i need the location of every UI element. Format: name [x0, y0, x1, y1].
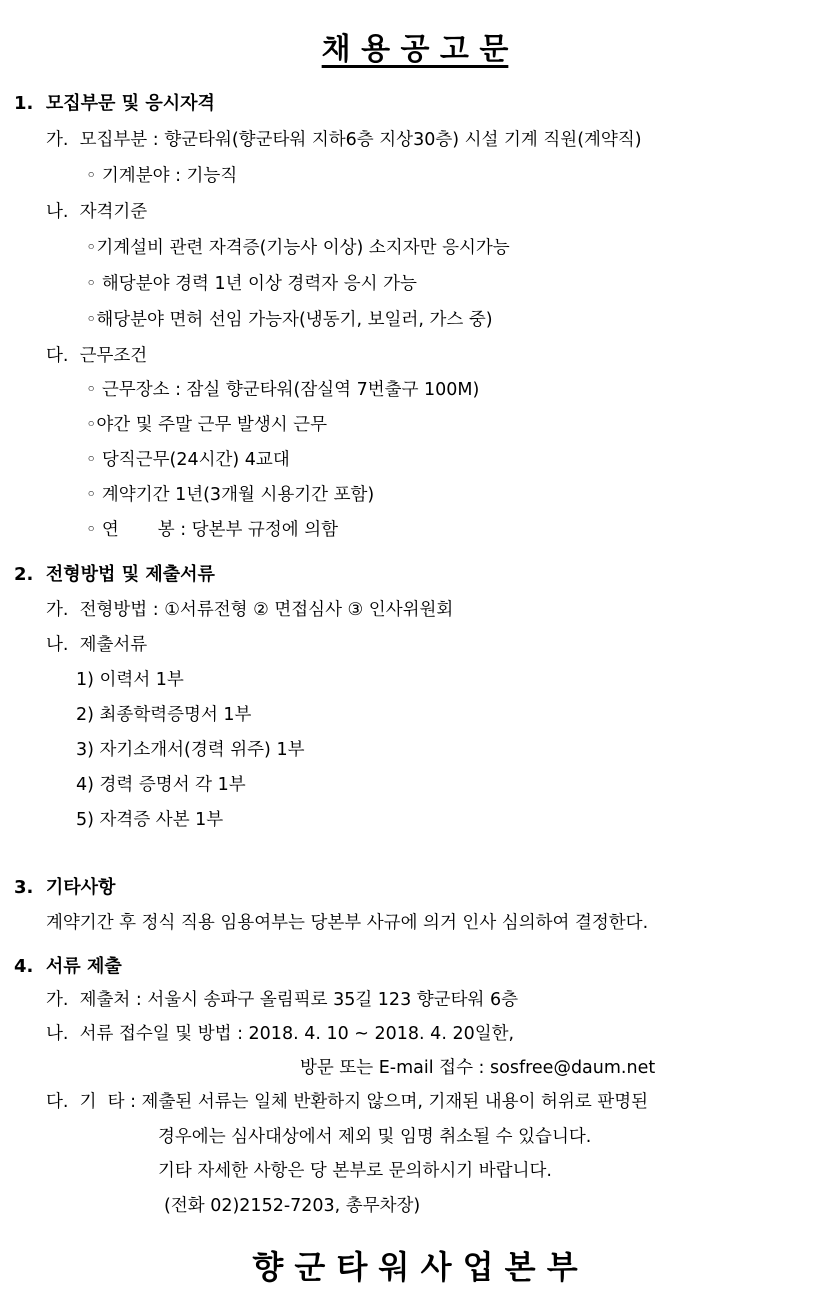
section-3-text: 계약기간 후 정식 직용 임용여부는 당본부 사규에 의거 인사 심의하여 결정한다. [46, 913, 649, 933]
section-1-item-a: 가. 모집부분 : 향군타워(향군타워 지하6층 지상30층) 시설 기계 직원(계약직) [46, 130, 642, 150]
section-1-item-c: 다. 근무조건 [46, 346, 148, 366]
section-2-doc-5: 5) 자격증 사본 1부 [76, 810, 224, 830]
page-title [0, 24, 830, 68]
section-1-item-c-detail-3: ◦ 당직근무(24시간) 4교대 [86, 450, 290, 470]
section-1-item-a-detail: ◦ 기계분야 : 기능직 [86, 166, 238, 186]
section-4-heading: 4. 서류 제출 [14, 956, 122, 977]
section-2-doc-4: 4) 경력 증명서 각 1부 [76, 775, 246, 795]
section-2-item-b: 나. 제출서류 [46, 635, 148, 655]
section-2-item-a: 가. 전형방법 : ①서류전형 ② 면접심사 ③ 인사위원회 [46, 600, 454, 620]
section-4-item-a: 가. 제출처 : 서울시 송파구 올림픽로 35길 123 향군타워 6층 [46, 990, 518, 1010]
section-1-item-b-detail-1: ◦기계설비 관련 자격증(기능사 이상) 소지자만 응시가능 [86, 238, 510, 258]
section-3-heading: 3. 기타사항 [14, 877, 116, 898]
section-1-heading: 1. 모집부문 및 응시자격 [14, 93, 215, 114]
section-2-doc-1: 1) 이력서 1부 [76, 670, 184, 690]
section-4-item-c-continued-1: 경우에는 심사대상에서 제외 및 임명 취소될 수 있습니다. [158, 1127, 592, 1147]
section-2-doc-2: 2) 최종학력증명서 1부 [76, 705, 252, 725]
section-1-item-c-detail-2: ◦야간 및 주말 근무 발생시 근무 [86, 415, 327, 435]
page-title-text: 채 용 공 고 문 [321, 32, 509, 67]
section-2-heading: 2. 전형방법 및 제출서류 [14, 564, 215, 585]
section-4-contact: (전화 02)2152-7203, 총무차장) [164, 1196, 421, 1216]
section-1-item-c-detail-4: ◦ 계약기간 1년(3개월 시용기간 포함) [86, 485, 375, 505]
section-2-doc-3: 3) 자기소개서(경력 위주) 1부 [76, 740, 305, 760]
section-1-item-b-detail-2: ◦ 해당분야 경력 1년 이상 경력자 응시 가능 [86, 274, 417, 294]
section-4-item-b: 나. 서류 접수일 및 방법 : 2018. 4. 10 ~ 2018. 4. 20일한, [46, 1024, 515, 1044]
section-4-item-c-continued-2: 기타 자세한 사항은 당 본부로 문의하시기 바랍니다. [158, 1161, 552, 1181]
organization-name: 향 군 타 워 사 업 본 부 [252, 1248, 578, 1286]
section-1-item-b-detail-3: ◦해당분야 면허 선임 가능자(냉동기, 보일러, 가스 중) [86, 310, 493, 330]
section-4-item-b-continued: 방문 또는 E-mail 접수 : sosfree@daum.net [300, 1058, 656, 1078]
section-1-item-c-detail-5: ◦ 연 봉 : 당본부 규정에 의함 [86, 520, 339, 540]
section-1-item-c-detail-1: ◦ 근무장소 : 잠실 향군타워(잠실역 7번출구 100M) [86, 380, 480, 400]
section-1-item-b: 나. 자격기준 [46, 202, 148, 222]
section-4-item-c: 다. 기 타 : 제출된 서류는 일체 반환하지 않으며, 기재된 내용이 허위로 판명된 [46, 1092, 649, 1112]
